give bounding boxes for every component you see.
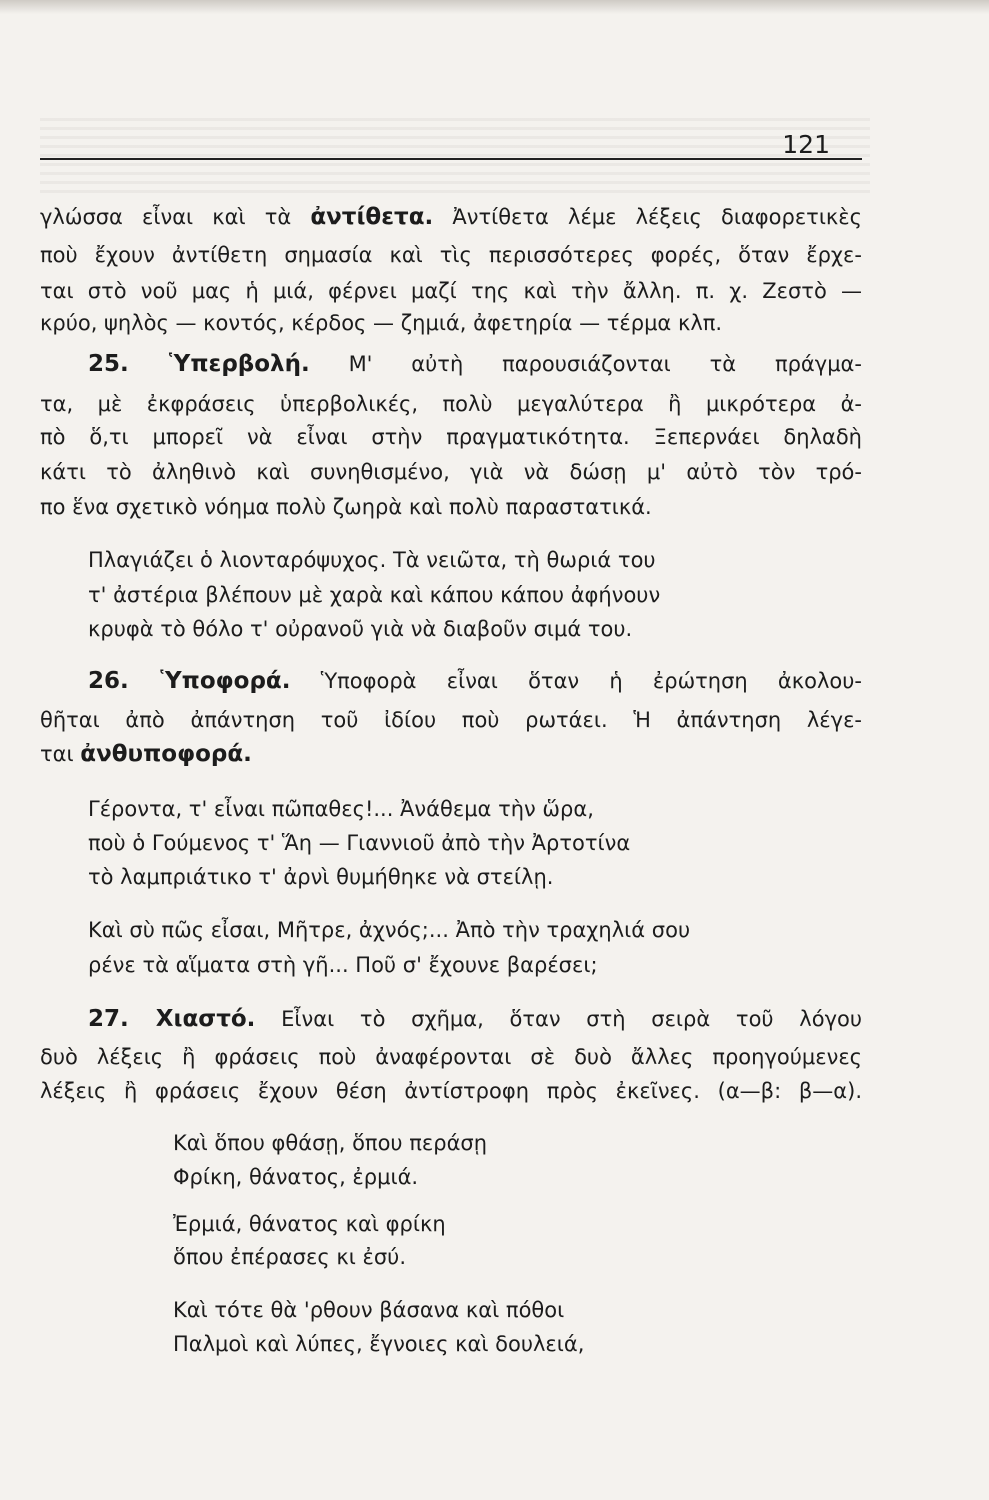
- paragraph-line: [40, 387, 862, 421]
- verse-line: τ' ἀστέρια βλέπουν μὲ χαρὰ καὶ κάπου κάπου ἀφήνουν: [88, 583, 661, 607]
- verse-line: ποὺ ὁ Γούμενος τ' Ἅη — Γιαννιοῦ ἀπὸ τὴν Ἀρτοτίνα: [88, 831, 631, 855]
- verse-line: Πλαγιάζει ὁ λιονταρόψυχος. Τὰ νειῶτα, τὴ θωριά του: [88, 548, 656, 572]
- section-25-heading-line: [88, 347, 862, 381]
- text-run: κάτι τὸ ἀληθινὸ καὶ συνηθισμένο, γιὰ νὰ δώσῃ μ' αὐτὸ τὸν τρό-: [40, 460, 862, 484]
- paragraph-line: [40, 420, 862, 454]
- paragraph-line: [40, 490, 862, 524]
- text-run: Ὑποφορὰ εἶναι ὅταν ἡ ἐρώτηση ἀκολου-: [290, 669, 863, 693]
- bold-term: ἀνθυποφορά.: [80, 741, 252, 767]
- text-run: ποὺ ἔχουν ἀντίθετη σημασία καὶ τὶς περισσότερες φορές, ὅταν ἔρχε-: [40, 243, 862, 267]
- text-run: θῆται ἀπὸ ἀπάντηση τοῦ ἰδίου ποὺ ρωτάει. Ἡ ἀπάντηση λέγε-: [40, 708, 862, 732]
- text-run: λέξεις ἢ φράσεις ἔχουν θέση ἀντίστροφη πρὸς ἐκεῖνες. (α—β: β—α).: [40, 1079, 862, 1103]
- paragraph-line: [40, 737, 862, 771]
- paragraph-line: [40, 703, 862, 737]
- text-run: κρύο, ψηλὸς — κοντός, κέρδος — ζημιά, ἀφετηρία — τέρμα κλπ.: [40, 311, 723, 335]
- text-run: Μ' αὐτὴ παρουσιάζονται τὰ πράγμα-: [309, 352, 862, 376]
- section-27-heading-line: [88, 1002, 862, 1036]
- verse-line: Καὶ ὅπου φθάσῃ, ὅπου περάσῃ: [173, 1131, 488, 1155]
- header-rule: [40, 158, 862, 160]
- bold-term: 27. Χιαστό.: [88, 1006, 256, 1032]
- verse-line: Φρίκη, θάνατος, ἐρμιά.: [173, 1165, 419, 1189]
- paragraph-line: [40, 274, 862, 308]
- text-run: πὸ ὅ,τι μπορεῖ νὰ εἶναι στὴν πραγματικότητα. Ξεπερνάει δηλαδὴ: [40, 425, 862, 449]
- text-run: ται στὸ νοῦ μας ἡ μιά, φέρνει μαζί της καὶ τὴν ἄλλη. π. χ. Ζεστὸ —: [40, 279, 862, 303]
- text-run: Ἀντίθετα λέμε λέξεις διαφορετικὲς: [433, 205, 862, 229]
- verse-line: τὸ λαμπριάτικο τ' ἀρνὶ θυμήθηκε νὰ στείλῃ.: [88, 865, 554, 889]
- paragraph-line: [40, 1040, 862, 1074]
- paragraph-line: [40, 1074, 862, 1108]
- scan-edge-shadow: [0, 0, 989, 14]
- verse-line: ὅπου ἐπέρασες κι ἐσύ.: [173, 1245, 406, 1269]
- verse-line: κρυφὰ τὸ θόλο τ' οὐρανοῦ γιὰ νὰ διαβοῦν σιμά του.: [88, 617, 633, 641]
- verse-line: Παλμοὶ καὶ λύπες, ἔγνοιες καὶ δουλειά,: [173, 1332, 585, 1356]
- page-number: 121: [782, 130, 830, 159]
- text-run: ται: [40, 742, 81, 766]
- paragraph-line: [40, 306, 862, 340]
- text-run: γλώσσα εἶναι καὶ τὰ: [40, 205, 311, 229]
- verse-line: ρένε τὰ αἵματα στὴ γῆ... Ποῦ σ' ἔχουνε βαρέσει;: [88, 953, 598, 977]
- text-run: Εἶναι τὸ σχῆμα, ὅταν στὴ σειρὰ τοῦ λόγου: [255, 1007, 862, 1031]
- bold-term: 25. Ὑπερβολή.: [88, 351, 310, 377]
- verse-line: Γέροντα, τ' εἶναι πῶπαθες!... Ἀνάθεμα τὴν ὥρα,: [88, 797, 594, 821]
- verse-line: Καὶ σὺ πῶς εἶσαι, Μῆτρε, ἀχνός;... Ἀπὸ τὴν τραχηλιά σου: [88, 918, 691, 942]
- verse-line: Καὶ τότε θὰ 'ρθουν βάσανα καὶ πόθοι: [173, 1298, 565, 1322]
- verse-line: Ἐρμιά, θάνατος καὶ φρίκη: [173, 1212, 446, 1236]
- paragraph-line: [40, 455, 862, 489]
- section-26-heading-line: [88, 664, 862, 698]
- paragraph-line: [40, 200, 862, 234]
- paragraph-line: [40, 238, 862, 272]
- bold-term: ἀντίθετα.: [310, 204, 434, 230]
- text-run: πο ἕνα σχετικὸ νόημα πολὺ ζωηρὰ καὶ πολὺ παραστατικά.: [40, 495, 652, 519]
- text-run: δυὸ λέξεις ἢ φράσεις ποὺ ἀναφέρονται σὲ δυὸ ἄλλες προηγούμενες: [40, 1045, 862, 1069]
- text-run: τα, μὲ ἐκφράσεις ὑπερβολικές, πολὺ μεγαλύτερα ἢ μικρότερα ἀ-: [40, 392, 862, 416]
- bold-term: 26. Ὑποφορά.: [88, 668, 291, 694]
